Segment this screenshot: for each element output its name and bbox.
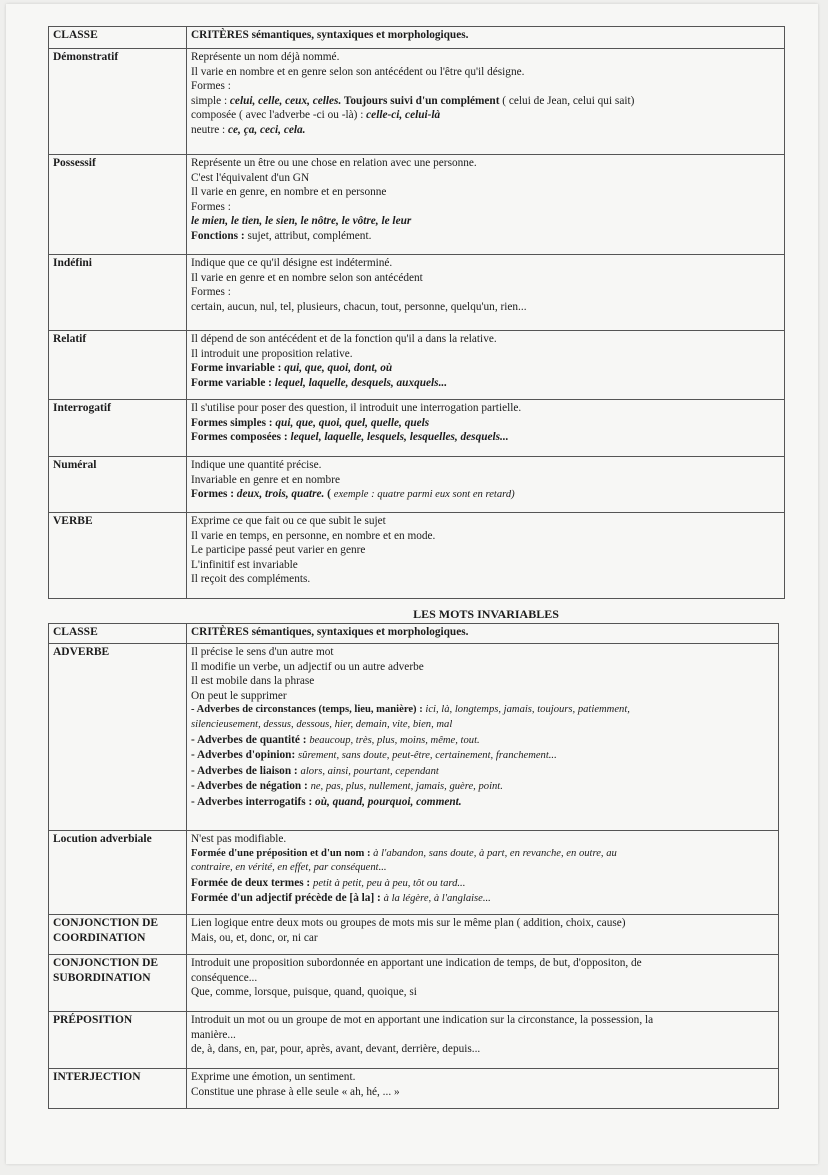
text-line: Indique une quantité précise. bbox=[191, 459, 322, 471]
text-line: Il reçoit des compléments. bbox=[191, 573, 311, 586]
text-fragment: ne, pas, plus, nullement, jamais, guère, point. bbox=[310, 781, 503, 793]
table-row bbox=[49, 1012, 779, 1069]
text-line bbox=[191, 795, 774, 810]
class-interjection: INTERJECTION bbox=[49, 1069, 187, 1109]
criteria-interrogatif bbox=[187, 400, 785, 457]
text-fragment: Forme variable : bbox=[191, 376, 275, 389]
text-line bbox=[191, 416, 780, 431]
section-title: LES MOTS INVARIABLES bbox=[413, 607, 559, 621]
criteria-demonstratif bbox=[187, 49, 785, 155]
text-line: Représente un être ou une chose en relation avec une personne. bbox=[191, 157, 477, 169]
class-conjonction-subordination bbox=[49, 955, 187, 1012]
text-fragment: beaucoup, très, plus, moins, même, tout. bbox=[309, 734, 480, 746]
text-fragment: - Adverbes d'opinion: bbox=[191, 749, 299, 762]
text-line: COORDINATION bbox=[53, 931, 146, 944]
document-page bbox=[6, 4, 818, 1164]
text-fragment: ( celui de Jean, celui qui sait) bbox=[499, 94, 635, 107]
criteria-relatif bbox=[187, 331, 785, 400]
text-fragment: Formes composées : bbox=[191, 431, 291, 444]
table-header-row bbox=[49, 624, 779, 644]
text-fragment: petit à petit, peu à peu, tôt ou tard... bbox=[313, 877, 466, 889]
table-row bbox=[49, 255, 785, 331]
text-line: Invariable en genre et en nombre bbox=[191, 473, 340, 486]
text-fragment: ici, là, longtemps, jamais, toujours, patiemment, bbox=[425, 704, 630, 716]
table-row bbox=[49, 955, 779, 1012]
class-locution-adverbiale: Locution adverbiale bbox=[49, 831, 187, 915]
text-line bbox=[191, 779, 774, 795]
text-fragment: exemple : quatre parmi eux sont en retard) bbox=[333, 489, 515, 501]
text-fragment: - Adverbes de quantité : bbox=[191, 733, 310, 746]
text-line: Formes : bbox=[191, 200, 231, 213]
text-fragment: Forme invariable : bbox=[191, 362, 285, 375]
invariable-words-table bbox=[48, 623, 779, 1109]
text-fragment: deux, trois, quatre. bbox=[236, 488, 325, 501]
text-fragment: simple : bbox=[191, 94, 230, 107]
text-line bbox=[191, 847, 774, 862]
text-line: Il varie en genre, en nombre et en personne bbox=[191, 186, 387, 199]
text-fragment: à l'abandon, sans doute, à part, en revanche, en outre, au bbox=[373, 847, 617, 859]
text-line: Il est mobile dans la phrase bbox=[191, 675, 315, 688]
table-header-row bbox=[49, 27, 785, 49]
text-line: Représente un nom déjà nommé. bbox=[191, 51, 340, 63]
header-criteres: CRITÈRES sémantiques, syntaxiques et morphologiques. bbox=[187, 624, 779, 644]
text-fragment: où, quand, pourquoi, comment. bbox=[315, 795, 462, 808]
text-fragment: - Adverbes de négation : bbox=[191, 780, 311, 793]
text-line: Il modifie un verbe, un adjectif ou un autre adverbe bbox=[191, 660, 424, 673]
text-line: silencieusement, dessus, dessous, hier, demain, vite, bien, mal bbox=[191, 718, 453, 730]
text-line: Formes : bbox=[191, 80, 231, 93]
text-line bbox=[191, 748, 774, 764]
text-line bbox=[191, 108, 780, 123]
class-verbe: VERBE bbox=[49, 513, 187, 599]
header-criteres: CRITÈRES sémantiques, syntaxiques et morphologiques. bbox=[187, 27, 785, 49]
text-fragment: Formée d'un adjectif précède de [à la] : bbox=[191, 892, 384, 905]
text-line bbox=[191, 361, 780, 376]
text-line: N'est pas modifiable. bbox=[191, 833, 287, 845]
text-fragment: sujet, attribut, complément. bbox=[244, 229, 372, 242]
table-row bbox=[49, 831, 779, 915]
class-demonstratif: Démonstratif bbox=[49, 49, 187, 155]
text-fragment: ( bbox=[324, 488, 334, 501]
text-fragment: Fonctions : bbox=[191, 229, 245, 242]
text-fragment: celle-ci, celui-là bbox=[366, 109, 441, 122]
text-line bbox=[191, 733, 774, 749]
text-line bbox=[191, 891, 774, 907]
text-line bbox=[191, 764, 774, 780]
class-numeral: Numéral bbox=[49, 457, 187, 513]
text-line: Il varie en temps, en personne, en nombre et en mode. bbox=[191, 529, 436, 542]
text-line bbox=[191, 487, 780, 503]
text-fragment: composée ( avec l'adverbe -ci ou -là) : bbox=[191, 109, 367, 122]
text-line bbox=[191, 376, 780, 391]
header-classe: CLASSE bbox=[49, 27, 187, 49]
text-fragment: lequel, laquelle, lesquels, lesquelles, desquels... bbox=[290, 431, 509, 444]
text-line: conséquence... bbox=[191, 971, 258, 984]
text-fragment: Toujours suivi d'un complément bbox=[341, 94, 500, 107]
text-fragment: qui, que, quoi, quel, quelle, quels bbox=[275, 416, 430, 429]
text-line: Il varie en nombre et en genre selon son antécédent ou l'être qu'il désigne. bbox=[191, 65, 525, 78]
table-row bbox=[49, 457, 785, 513]
text-line bbox=[191, 703, 774, 718]
text-fragment: Formée de deux termes : bbox=[191, 876, 314, 889]
class-preposition: PRÉPOSITION bbox=[49, 1012, 187, 1069]
text-fragment: - Adverbes interrogatifs : bbox=[191, 795, 316, 808]
text-line: Introduit une proposition subordonnée en apportant une indication de temps, de but, d'oppositon, de bbox=[191, 957, 642, 969]
table-row bbox=[49, 644, 779, 831]
text-line: certain, aucun, nul, tel, plusieurs, chacun, tout, personne, quelqu'un, rien... bbox=[191, 300, 527, 313]
criteria-adverbe bbox=[187, 644, 779, 831]
class-conjonction-coordination bbox=[49, 915, 187, 955]
text-line: Constitue une phrase à elle seule « ah, hé, ... » bbox=[191, 1085, 400, 1098]
text-line: On peut le supprimer bbox=[191, 689, 287, 702]
text-fragment: qui, que, quoi, dont, où bbox=[284, 362, 393, 375]
class-possessif: Possessif bbox=[49, 155, 187, 255]
table-row bbox=[49, 915, 779, 955]
text-fragment: Formes simples : bbox=[191, 416, 276, 429]
text-line: Formes : bbox=[191, 286, 231, 299]
class-indefini: Indéfini bbox=[49, 255, 187, 331]
text-fragment: Formes : bbox=[191, 488, 237, 501]
criteria-preposition bbox=[187, 1012, 779, 1069]
class-relatif: Relatif bbox=[49, 331, 187, 400]
criteria-interjection bbox=[187, 1069, 779, 1109]
text-fragment: neutre : bbox=[191, 123, 229, 136]
text-fragment: alors, ainsi, pourtant, cependant bbox=[300, 765, 439, 777]
table-row bbox=[49, 1069, 779, 1109]
text-fragment: - Adverbes de liaison : bbox=[191, 764, 301, 777]
table-row bbox=[49, 513, 785, 599]
table-row bbox=[49, 155, 785, 255]
text-fragment: à la légère, à l'anglaise... bbox=[383, 893, 491, 905]
text-line: Introduit un mot ou un groupe de mot en apportant une indication sur la circonstance, la possession, la bbox=[191, 1014, 654, 1026]
text-line bbox=[191, 229, 780, 244]
text-fragment: celui, celle, ceux, celles. bbox=[229, 94, 342, 107]
criteria-locution-adverbiale bbox=[187, 831, 779, 915]
text-line: Lien logique entre deux mots ou groupes de mots mis sur le même plan ( addition, choix, cause) bbox=[191, 917, 626, 929]
text-fragment: Formée d'une préposition et d'un nom : bbox=[191, 847, 374, 859]
text-line: de, à, dans, en, par, pour, après, avant, devant, derrière, depuis... bbox=[191, 1043, 481, 1056]
text-line: Mais, ou, et, donc, or, ni car bbox=[191, 931, 318, 944]
variable-words-table bbox=[48, 26, 785, 599]
text-line: le mien, le tien, le sien, le nôtre, le vôtre, le leur bbox=[191, 215, 412, 228]
text-line bbox=[191, 430, 780, 445]
table-row bbox=[49, 400, 785, 457]
text-line: CONJONCTION DE bbox=[53, 957, 159, 969]
text-line bbox=[191, 123, 780, 138]
text-line: CONJONCTION DE bbox=[53, 917, 159, 929]
table-row bbox=[49, 331, 785, 400]
criteria-possessif bbox=[187, 155, 785, 255]
text-line bbox=[191, 876, 774, 892]
text-line: L'infinitif est invariable bbox=[191, 558, 298, 571]
text-line: Le participe passé peut varier en genre bbox=[191, 544, 366, 557]
text-line: Exprime une émotion, un sentiment. bbox=[191, 1071, 356, 1083]
text-line bbox=[191, 94, 780, 109]
criteria-indefini bbox=[187, 255, 785, 331]
text-line: Il précise le sens d'un autre mot bbox=[191, 646, 334, 658]
criteria-verbe bbox=[187, 513, 785, 599]
text-line: Il dépend de son antécédent et de la fonction qu'il a dans la relative. bbox=[191, 333, 497, 345]
criteria-numeral bbox=[187, 457, 785, 513]
text-line: Il varie en genre et en nombre selon son antécédent bbox=[191, 271, 423, 284]
criteria-conjonction-coordination bbox=[187, 915, 779, 955]
text-fragment: - Adverbes de circonstances (temps, lieu, manière) : bbox=[191, 704, 426, 716]
text-fragment: lequel, laquelle, desquels, auxquels... bbox=[274, 376, 448, 389]
text-line: Il s'utilise pour poser des question, il introduit une interrogation partielle. bbox=[191, 402, 522, 414]
class-adverbe: ADVERBE bbox=[49, 644, 187, 831]
text-line: Indique que ce qu'il désigne est indéterminé. bbox=[191, 257, 393, 269]
text-line: SUBORDINATION bbox=[53, 971, 151, 984]
text-fragment: ce, ça, ceci, cela. bbox=[228, 123, 306, 136]
text-line: contraire, en vérité, en effet, par conséquent... bbox=[191, 862, 387, 874]
criteria-conjonction-subordination bbox=[187, 955, 779, 1012]
text-line: Que, comme, lorsque, puisque, quand, quoique, si bbox=[191, 986, 417, 999]
text-fragment: sûrement, sans doute, peut-être, certainement, franchement... bbox=[298, 750, 557, 762]
text-line: manière... bbox=[191, 1028, 236, 1041]
table-row bbox=[49, 49, 785, 155]
text-line: C'est l'équivalent d'un GN bbox=[191, 171, 310, 184]
class-interrogatif: Interrogatif bbox=[49, 400, 187, 457]
text-line: Exprime ce que fait ou ce que subit le sujet bbox=[191, 515, 386, 527]
header-classe: CLASSE bbox=[49, 624, 187, 644]
text-line: Il introduit une proposition relative. bbox=[191, 347, 353, 360]
